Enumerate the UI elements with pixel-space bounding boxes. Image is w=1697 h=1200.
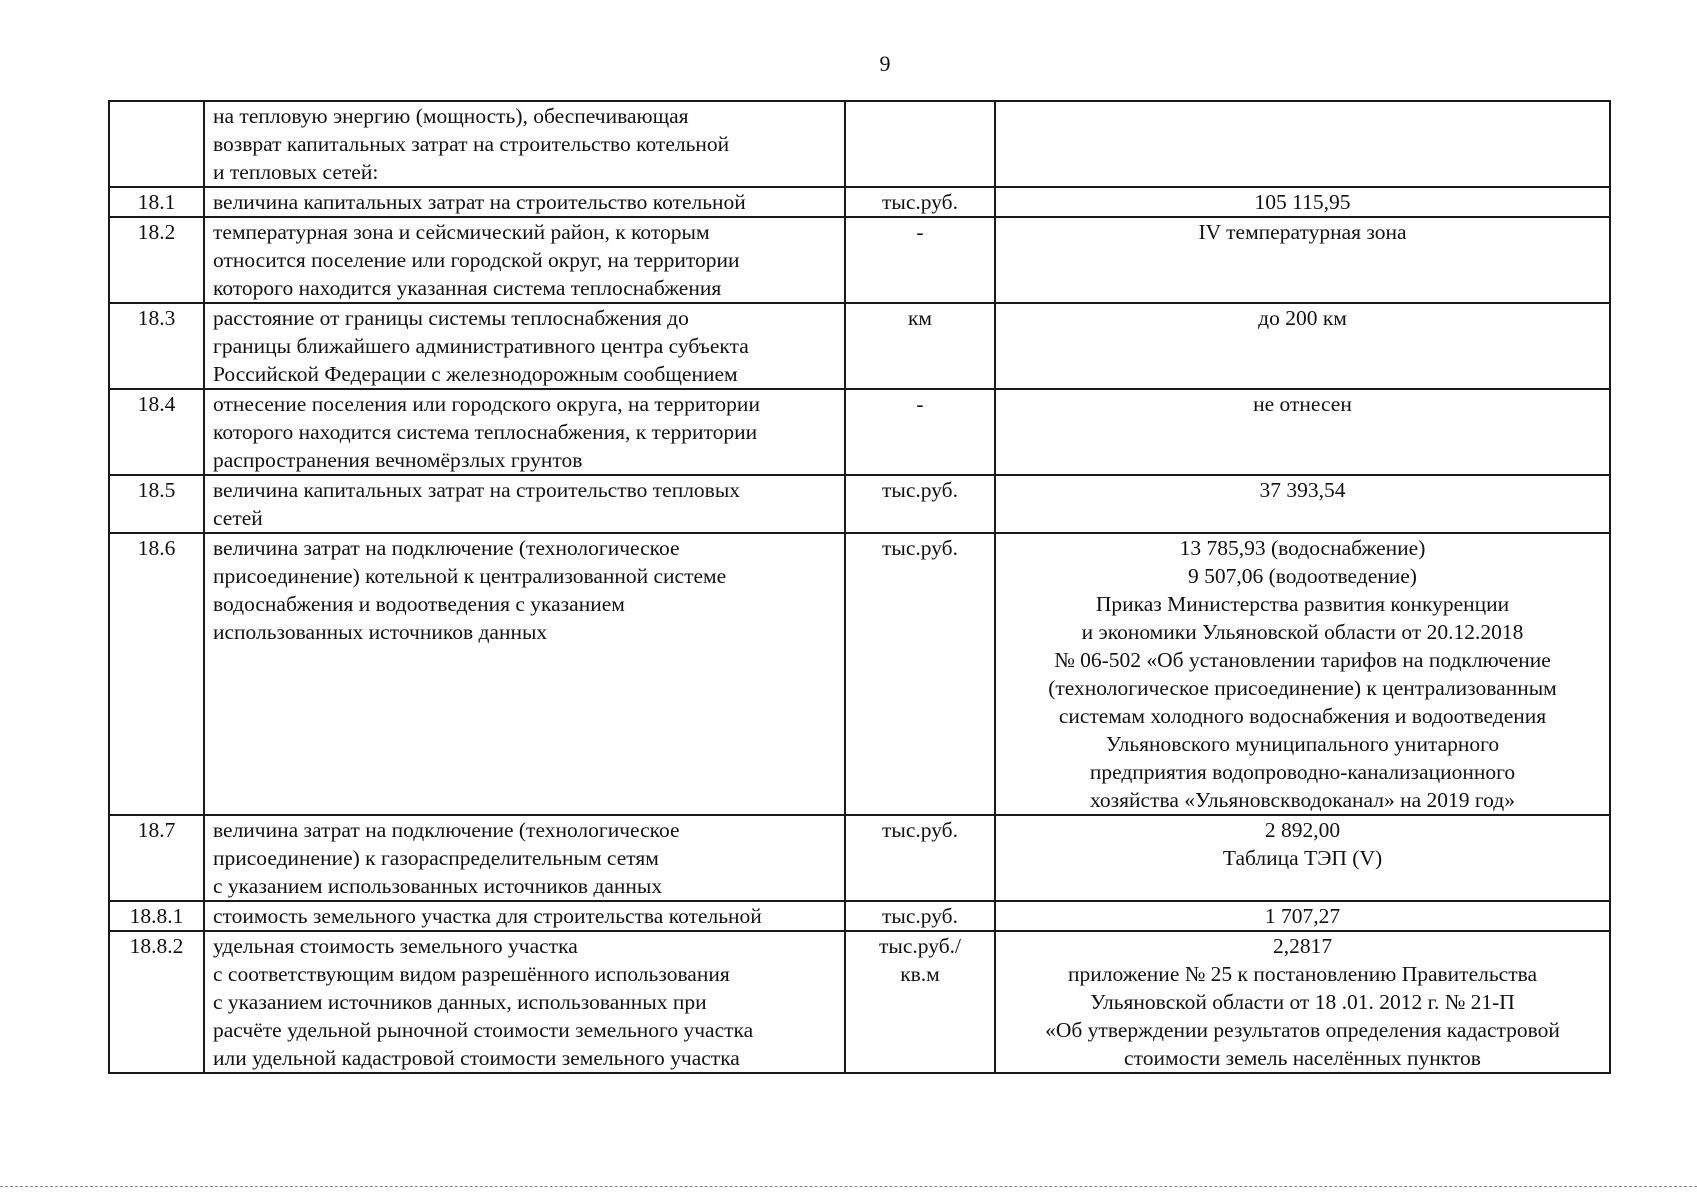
table-row	[109, 389, 1610, 475]
indicators-table	[108, 100, 1611, 1074]
row-description: расстояние от границы системы теплоснабжения до границы ближайшего административного центра субъекта Российской Федерации с железнодорожным сообщением	[204, 303, 845, 389]
row-unit: тыс.руб.	[845, 533, 995, 815]
row-number: 18.8.2	[109, 931, 204, 1073]
row-unit: тыс.руб.	[845, 475, 995, 533]
row-number: 18.5	[109, 475, 204, 533]
row-unit	[845, 101, 995, 187]
table-row	[109, 187, 1610, 217]
page-number: 9	[879, 51, 891, 76]
scan-edge-divider	[0, 1186, 1697, 1187]
row-number: 18.6	[109, 533, 204, 815]
row-unit: тыс.руб.	[845, 815, 995, 901]
row-value: IV температурная зона	[995, 217, 1610, 303]
row-number: 18.7	[109, 815, 204, 901]
row-number: 18.2	[109, 217, 204, 303]
row-unit: тыс.руб.	[845, 901, 995, 931]
row-number: 18.3	[109, 303, 204, 389]
row-value: до 200 км	[995, 303, 1610, 389]
table-row	[109, 815, 1610, 901]
table-row	[109, 931, 1610, 1073]
row-value: 13 785,93 (водоснабжение) 9 507,06 (водоотведение) Приказ Министерства развития конкуренции и экономики Ульяновской области от 20.12.2018 № 06-502 «Об установлении тарифов на подключение (технологическое присоединение) к централизованным системам холодного водоснабжения и водоотведения Ульяновского муниципального унитарного предприятия водопроводно-канализационного хозяйства «Ульяновскводоканал» на 2019 год»	[995, 533, 1610, 815]
table-row	[109, 303, 1610, 389]
row-description: величина капитальных затрат на строительство котельной	[204, 187, 845, 217]
row-value: 1 707,27	[995, 901, 1610, 931]
row-value: 105 115,95	[995, 187, 1610, 217]
row-description: температурная зона и сейсмический район, к которым относится поселение или городской округ, на территории которого находится указанная система теплоснабжения	[204, 217, 845, 303]
table-row	[109, 901, 1610, 931]
row-unit: -	[845, 217, 995, 303]
row-value: 37 393,54	[995, 475, 1610, 533]
row-value	[995, 101, 1610, 187]
table-row	[109, 533, 1610, 815]
row-description: величина затрат на подключение (технологическое присоединение) к газораспределительным сетям с указанием использованных источников данных	[204, 815, 845, 901]
row-description: стоимость земельного участка для строительства котельной	[204, 901, 845, 931]
row-unit: тыс.руб./ кв.м	[845, 931, 995, 1073]
row-description: удельная стоимость земельного участка с соответствующим видом разрешённого использования с указанием источников данных, использованных при расчёте удельной рыночной стоимости земельного участка или удельной кадастровой стоимости земельного участка	[204, 931, 845, 1073]
row-description: величина капитальных затрат на строительство тепловых сетей	[204, 475, 845, 533]
row-number	[109, 101, 204, 187]
row-description: на тепловую энергию (мощность), обеспечивающая возврат капитальных затрат на строительство котельной и тепловых сетей:	[204, 101, 845, 187]
row-number: 18.4	[109, 389, 204, 475]
row-number: 18.1	[109, 187, 204, 217]
row-unit: тыс.руб.	[845, 187, 995, 217]
row-unit: км	[845, 303, 995, 389]
table-row	[109, 475, 1610, 533]
row-description: величина затрат на подключение (технологическое присоединение) котельной к централизованной системе водоснабжения и водоотведения с указанием использованных источников данных	[204, 533, 845, 815]
table-row	[109, 217, 1610, 303]
row-value: не отнесен	[995, 389, 1610, 475]
row-number: 18.8.1	[109, 901, 204, 931]
row-value: 2 892,00 Таблица ТЭП (V)	[995, 815, 1610, 901]
table-row	[109, 101, 1610, 187]
row-description: отнесение поселения или городского округа, на территории которого находится система теплоснабжения, к территории распространения вечномёрзлых грунтов	[204, 389, 845, 475]
row-value: 2,2817 приложение № 25 к постановлению Правительства Ульяновской области от 18 .01. 2012 г. № 21-П «Об утверждении результатов определения кадастровой стоимости земель населённых пунктов	[995, 931, 1610, 1073]
row-unit: -	[845, 389, 995, 475]
